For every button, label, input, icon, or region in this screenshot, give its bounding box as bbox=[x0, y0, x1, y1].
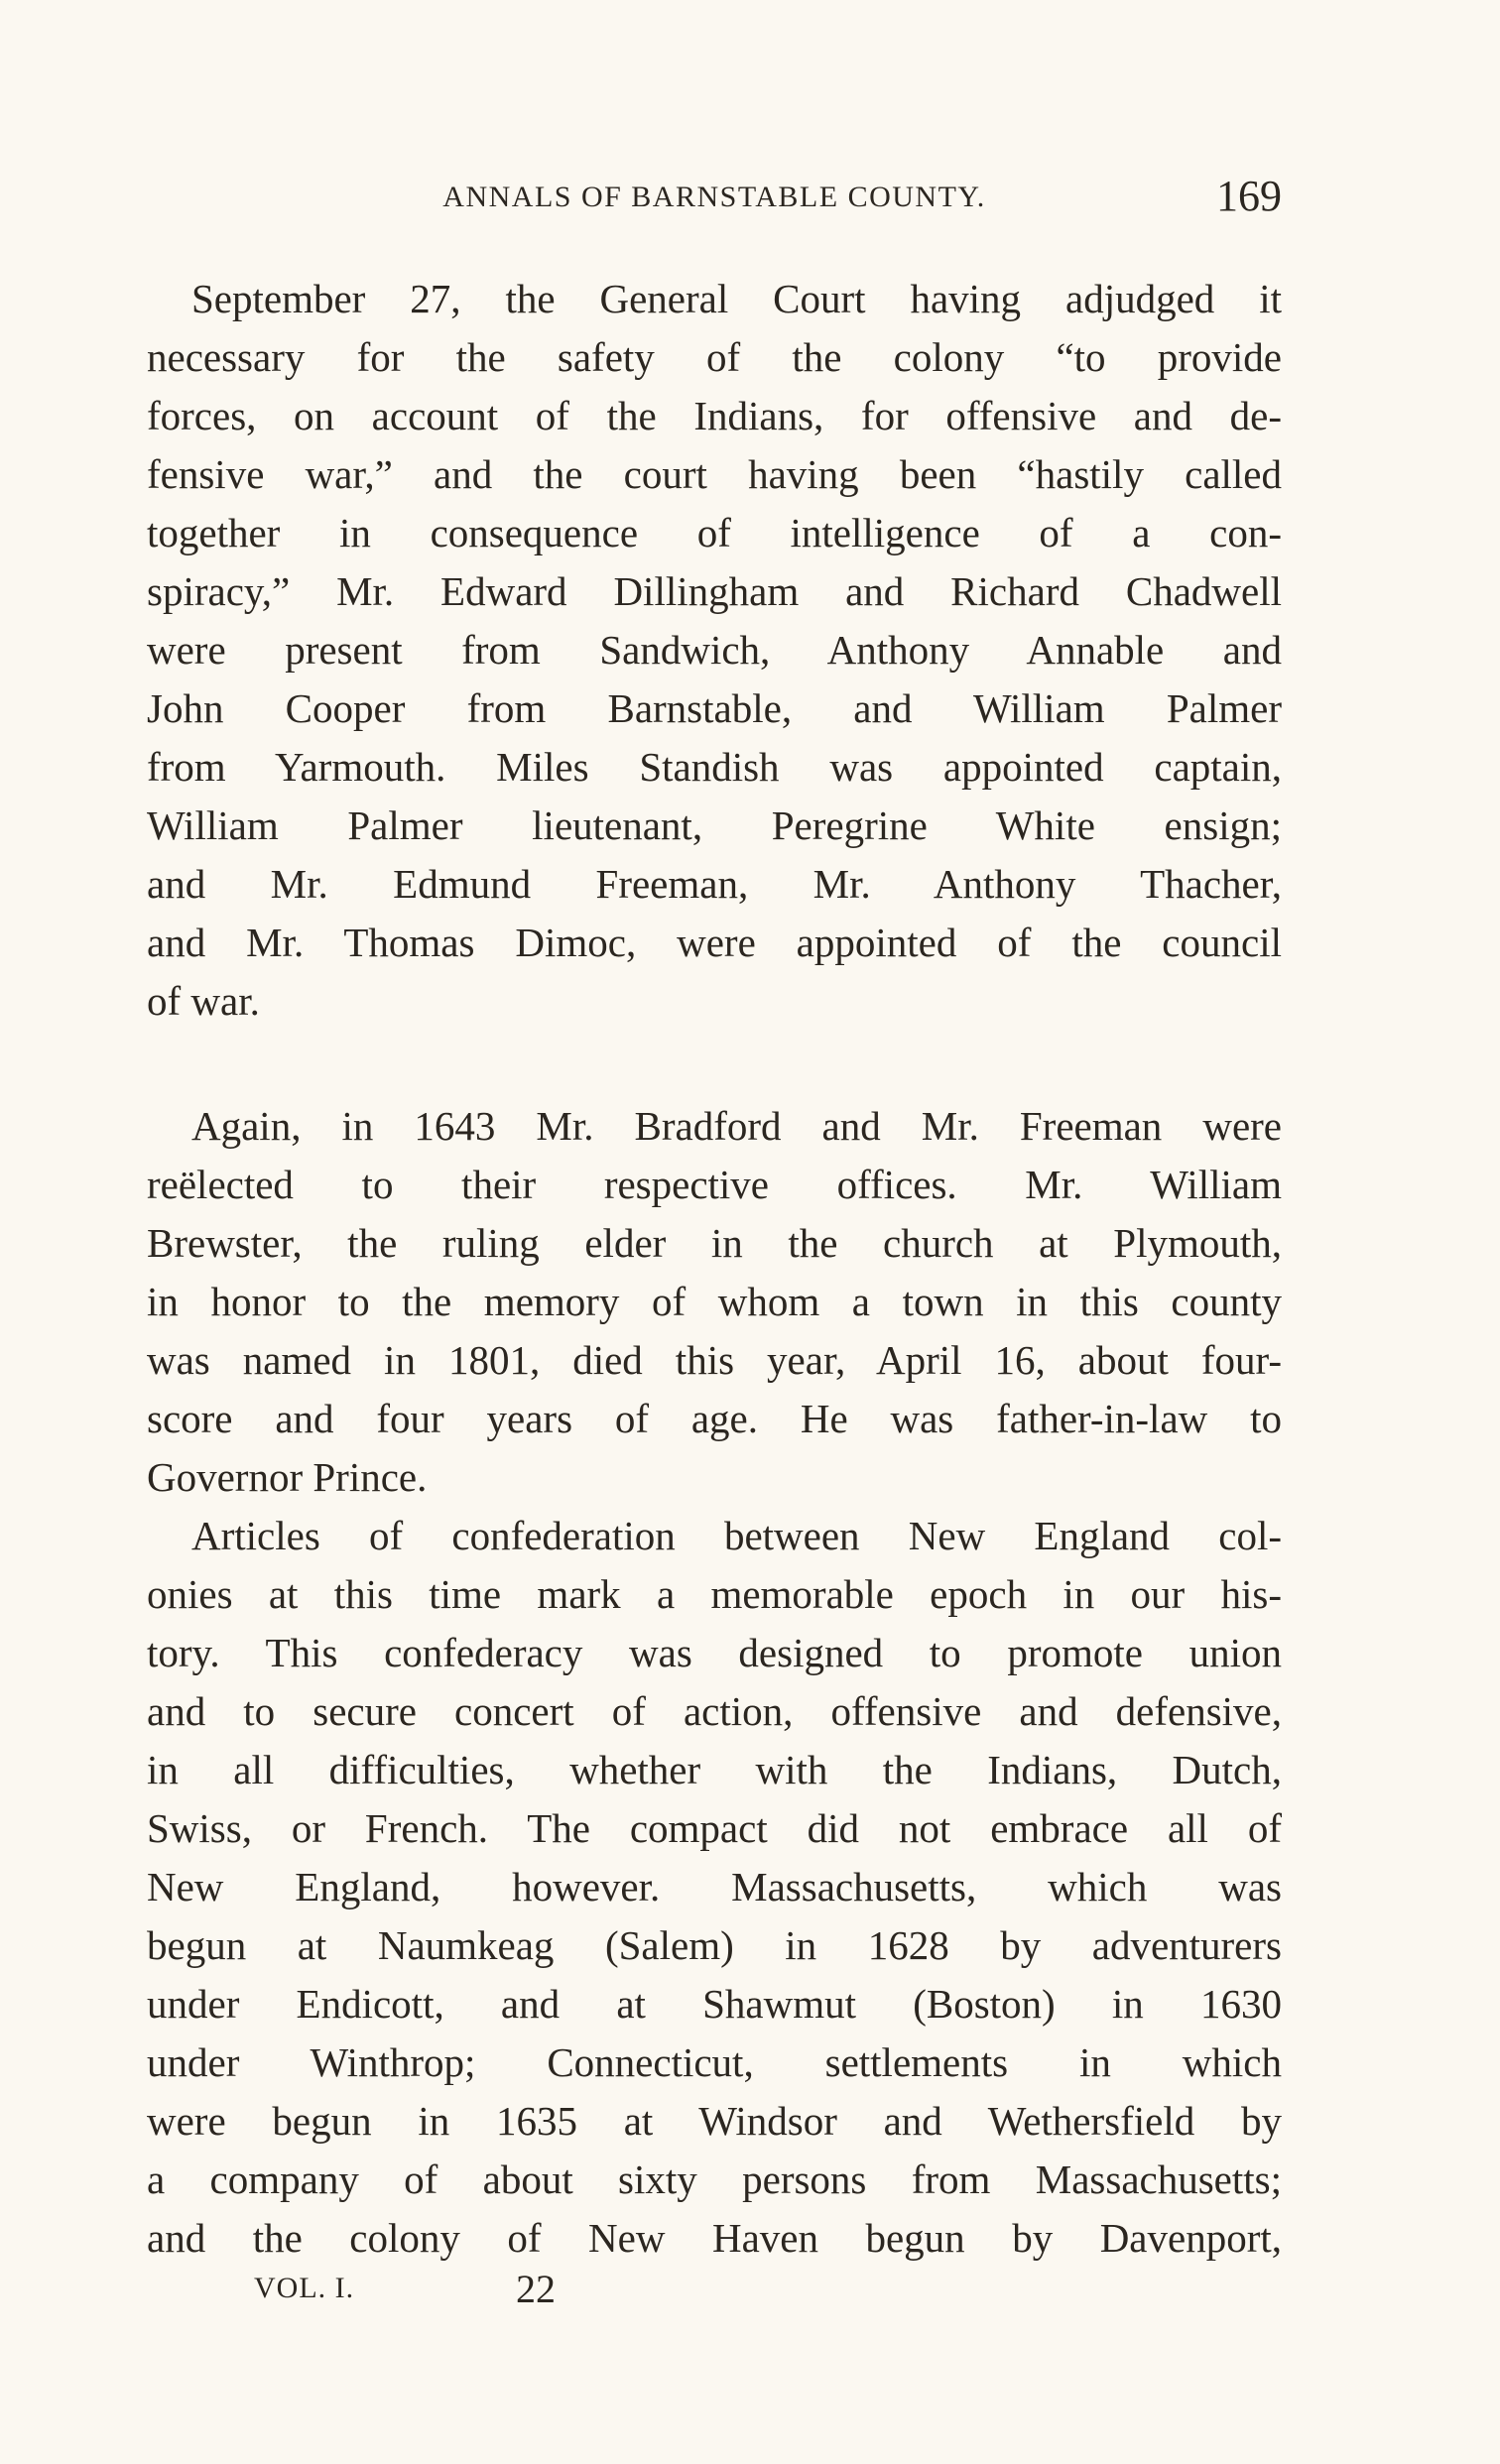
text-line: Articles of confederation between New England col- bbox=[191, 1513, 1282, 1558]
text-line: forces, on account of the Indians, for offensive and de- bbox=[147, 393, 1282, 438]
text-line: in honor to the memory of whom a town in this county bbox=[147, 1279, 1282, 1324]
text-line: were begun in 1635 at Windsor and Wethersfield by bbox=[147, 2098, 1282, 2144]
text-line: Again, in 1643 Mr. Bradford and Mr. Freeman were bbox=[191, 1103, 1282, 1149]
page-footer bbox=[147, 2266, 1282, 2309]
text-line: William Palmer lieutenant, Peregrine White ensign; bbox=[147, 802, 1282, 848]
text-line: score and four years of age. He was father-in-law to bbox=[147, 1396, 1282, 1441]
text-line: together in consequence of intelligence of a con- bbox=[147, 510, 1282, 555]
text-line: fensive war,” and the court having been “hastily called bbox=[147, 451, 1282, 497]
text-line: Swiss, or French. The compact did not embrace all of bbox=[147, 1805, 1282, 1851]
text-line: were present from Sandwich, Anthony Annable and bbox=[147, 627, 1282, 673]
running-head bbox=[147, 171, 1282, 220]
paragraph-1 bbox=[147, 270, 1282, 1031]
text-line: John Cooper from Barnstable, and William Palmer bbox=[147, 685, 1282, 731]
text-line: Brewster, the ruling elder in the church at Plymouth, bbox=[147, 1220, 1282, 1266]
text-line: and to secure concert of action, offensive and defensive, bbox=[147, 1688, 1282, 1734]
body-text bbox=[147, 270, 1282, 2268]
volume-mark: VOL. I. bbox=[254, 2272, 355, 2304]
text-line: in all difficulties, whether with the Indians, Dutch, bbox=[147, 1747, 1282, 1792]
text-line: necessary for the safety of the colony “to provide bbox=[147, 334, 1282, 380]
text-line: onies at this time mark a memorable epoch in our his- bbox=[147, 1571, 1282, 1617]
text-line: New England, however. Massachusetts, which was bbox=[147, 1864, 1282, 1910]
text-line: begun at Naumkeag (Salem) in 1628 by adventurers bbox=[147, 1922, 1282, 1968]
text-line: September 27, the General Court having adjudged it bbox=[191, 276, 1282, 321]
text-line: and Mr. Edmund Freeman, Mr. Anthony Thacher, bbox=[147, 861, 1282, 907]
paragraph-2 bbox=[147, 1097, 1282, 1507]
text-line: of war. bbox=[147, 978, 260, 1024]
text-line: and the colony of New Haven begun by Davenport, bbox=[147, 2215, 1282, 2261]
text-line: was named in 1801, died this year, April 16, about four- bbox=[147, 1337, 1282, 1383]
text-line: reëlected to their respective offices. Mr. William bbox=[147, 1162, 1282, 1207]
text-line: under Winthrop; Connecticut, settlements in which bbox=[147, 2039, 1282, 2085]
text-line: under Endicott, and at Shawmut (Boston) in 1630 bbox=[147, 1981, 1282, 2027]
paragraph-gap bbox=[147, 1031, 1282, 1097]
page-number: 169 bbox=[1216, 172, 1282, 220]
paragraph-3 bbox=[147, 1507, 1282, 2268]
text-line: from Yarmouth. Miles Standish was appointed captain, bbox=[147, 744, 1282, 790]
text-line: spiracy,” Mr. Edward Dillingham and Richard Chadwell bbox=[147, 568, 1282, 614]
text-line: and Mr. Thomas Dimoc, were appointed of the council bbox=[147, 920, 1282, 965]
text-line: Governor Prince. bbox=[147, 1454, 428, 1500]
signature-mark: 22 bbox=[516, 2267, 556, 2311]
running-title: ANNALS OF BARNSTABLE COUNTY. bbox=[442, 181, 986, 213]
text-line: tory. This confederacy was designed to promote union bbox=[147, 1630, 1282, 1675]
text-line: a company of about sixty persons from Massachusetts; bbox=[147, 2156, 1282, 2202]
